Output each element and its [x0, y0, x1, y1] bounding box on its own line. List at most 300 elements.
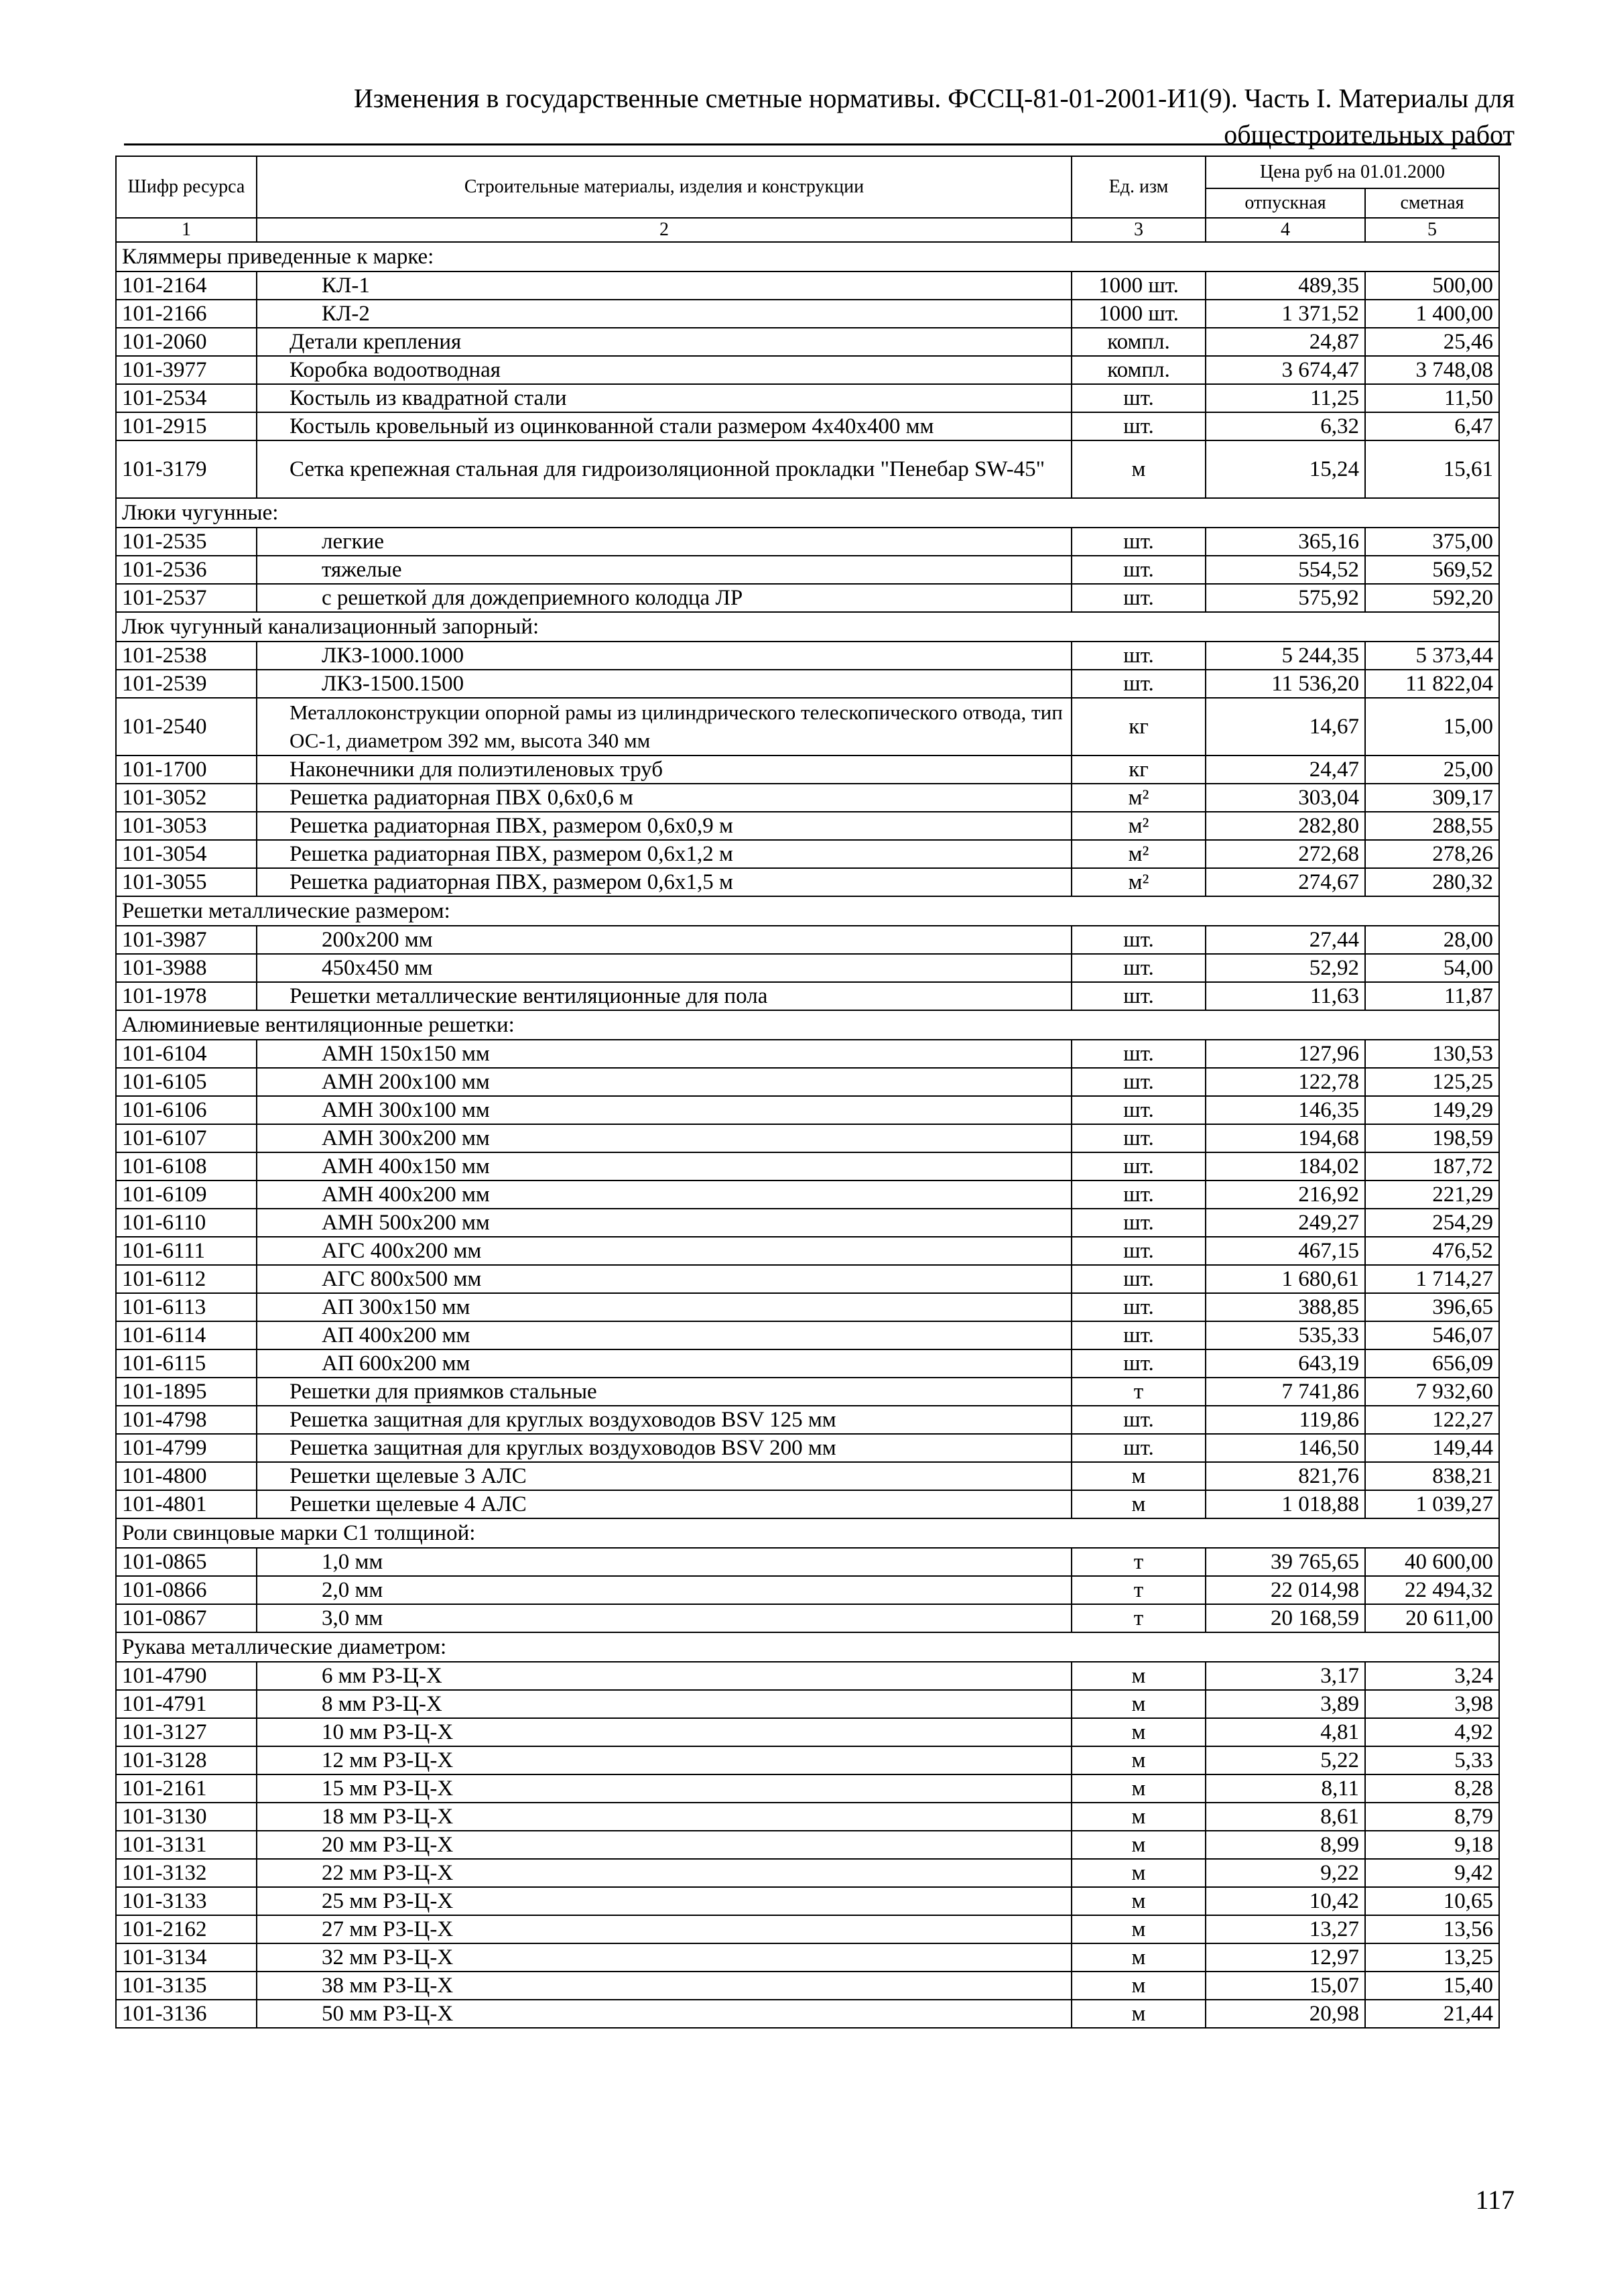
unit-cell: м: [1072, 1662, 1206, 1690]
release-price-cell: 20,98: [1206, 2000, 1365, 2028]
material-name-cell: 15 мм РЗ-Ц-Х: [257, 1774, 1072, 1803]
material-name-cell: Решетки для приямков стальные: [257, 1378, 1072, 1406]
group-title: Роли свинцовые марки С1 толщиной:: [116, 1518, 1499, 1548]
table-row: [116, 356, 1499, 384]
unit-cell: шт.: [1072, 954, 1206, 982]
unit-cell: 1000 шт.: [1072, 271, 1206, 300]
unit-cell: шт.: [1072, 1181, 1206, 1209]
material-name-cell: 38 мм РЗ-Ц-Х: [257, 1972, 1072, 2000]
resource-code-cell: 101-3053: [116, 812, 257, 840]
material-name-cell: АГС 800х500 мм: [257, 1265, 1072, 1293]
resource-code-cell: 101-2538: [116, 642, 257, 670]
resource-code-cell: 101-3988: [116, 954, 257, 982]
estimate-price-cell: 3,24: [1365, 1662, 1499, 1690]
estimate-price-cell: 15,61: [1365, 440, 1499, 498]
unit-cell: м²: [1072, 840, 1206, 868]
unit-cell: м: [1072, 1774, 1206, 1803]
table-row: [116, 698, 1499, 756]
release-price-cell: 216,92: [1206, 1181, 1365, 1209]
release-price-cell: 52,92: [1206, 954, 1365, 982]
resource-code-cell: 101-4798: [116, 1406, 257, 1434]
group-header-row: [116, 1010, 1499, 1040]
release-price-cell: 3,17: [1206, 1662, 1365, 1690]
release-price-cell: 5 244,35: [1206, 642, 1365, 670]
material-name-cell: 2,0 мм: [257, 1576, 1072, 1604]
release-price-cell: 6,32: [1206, 412, 1365, 440]
table-row: [116, 2000, 1499, 2028]
release-price-cell: 3 674,47: [1206, 356, 1365, 384]
material-name-cell: 22 мм РЗ-Ц-Х: [257, 1859, 1072, 1887]
material-name-cell: АМН 400х200 мм: [257, 1181, 1072, 1209]
release-price-cell: 554,52: [1206, 556, 1365, 584]
material-name-cell: ЛКЗ-1000.1000: [257, 642, 1072, 670]
unit-cell: шт.: [1072, 982, 1206, 1010]
resource-code-cell: 101-3128: [116, 1746, 257, 1774]
table-row: [116, 1152, 1499, 1181]
material-name-cell: Решетка радиаторная ПВХ 0,6х0,6 м: [257, 784, 1072, 812]
estimate-price-cell: 569,52: [1365, 556, 1499, 584]
table-body: [116, 242, 1499, 2028]
estimate-price-cell: 6,47: [1365, 412, 1499, 440]
material-name-cell: 25 мм РЗ-Ц-Х: [257, 1887, 1072, 1915]
table-row: [116, 954, 1499, 982]
estimate-price-cell: 592,20: [1365, 584, 1499, 612]
estimate-price-cell: 11 822,04: [1365, 670, 1499, 698]
resource-code-cell: 101-2534: [116, 384, 257, 412]
unit-cell: шт.: [1072, 1321, 1206, 1349]
unit-cell: шт.: [1072, 1434, 1206, 1462]
table-row: [116, 1831, 1499, 1859]
release-price-cell: 12,97: [1206, 1943, 1365, 1972]
unit-cell: м: [1072, 1943, 1206, 1972]
estimate-price-cell: 11,50: [1365, 384, 1499, 412]
unit-cell: шт.: [1072, 642, 1206, 670]
resource-code-cell: 101-6114: [116, 1321, 257, 1349]
estimate-price-cell: 187,72: [1365, 1152, 1499, 1181]
unit-cell: шт.: [1072, 926, 1206, 954]
table-row: [116, 1972, 1499, 2000]
unit-cell: шт.: [1072, 1209, 1206, 1237]
release-price-cell: 643,19: [1206, 1349, 1365, 1378]
material-name-cell: АМН 300х100 мм: [257, 1096, 1072, 1124]
table-row: [116, 1265, 1499, 1293]
estimate-price-cell: 254,29: [1365, 1209, 1499, 1237]
unit-cell: шт.: [1072, 412, 1206, 440]
release-price-cell: 27,44: [1206, 926, 1365, 954]
release-price-cell: 821,76: [1206, 1462, 1365, 1490]
resource-code-cell: 101-6108: [116, 1152, 257, 1181]
estimate-price-cell: 198,59: [1365, 1124, 1499, 1152]
resource-code-cell: 101-3054: [116, 840, 257, 868]
release-price-cell: 272,68: [1206, 840, 1365, 868]
material-name-cell: 10 мм РЗ-Ц-Х: [257, 1718, 1072, 1746]
group-title: Алюминиевые вентиляционные решетки:: [116, 1010, 1499, 1040]
group-title: Люки чугунные:: [116, 498, 1499, 528]
material-name-cell: 20 мм РЗ-Ц-Х: [257, 1831, 1072, 1859]
table-row: [116, 1662, 1499, 1690]
release-price-cell: 10,42: [1206, 1887, 1365, 1915]
table-row: [116, 756, 1499, 784]
material-name-cell: ЛКЗ-1500.1500: [257, 670, 1072, 698]
group-title: Рукава металлические диаметром:: [116, 1632, 1499, 1662]
table-row: [116, 528, 1499, 556]
unit-cell: шт.: [1072, 584, 1206, 612]
page-number: 117: [1475, 2185, 1515, 2215]
header-estimate-price: сметная: [1365, 188, 1499, 218]
unit-cell: м²: [1072, 868, 1206, 896]
group-header-row: [116, 896, 1499, 926]
resource-code-cell: 101-6110: [116, 1209, 257, 1237]
material-name-cell: 1,0 мм: [257, 1548, 1072, 1576]
release-price-cell: 303,04: [1206, 784, 1365, 812]
resource-code-cell: 101-4799: [116, 1434, 257, 1462]
table-header-row: [116, 156, 1499, 188]
release-price-cell: 24,47: [1206, 756, 1365, 784]
material-name-cell: Решетка радиаторная ПВХ, размером 0,6х1,2 м: [257, 840, 1072, 868]
materials-price-table: [115, 156, 1500, 2029]
resource-code-cell: 101-2535: [116, 528, 257, 556]
table-row: [116, 1803, 1499, 1831]
unit-cell: м: [1072, 1859, 1206, 1887]
material-name-cell: Решетки щелевые 4 АЛС: [257, 1490, 1072, 1518]
estimate-price-cell: 54,00: [1365, 954, 1499, 982]
unit-cell: компл.: [1072, 328, 1206, 356]
group-header-row: [116, 498, 1499, 528]
material-name-cell: 12 мм РЗ-Ц-Х: [257, 1746, 1072, 1774]
table-row: [116, 1462, 1499, 1490]
table-row: [116, 926, 1499, 954]
unit-cell: шт.: [1072, 528, 1206, 556]
document-header: [322, 80, 1515, 153]
estimate-price-cell: 7 932,60: [1365, 1378, 1499, 1406]
column-number: 3: [1072, 218, 1206, 242]
unit-cell: м: [1072, 1490, 1206, 1518]
unit-cell: м: [1072, 1718, 1206, 1746]
header-release-price: отпускная: [1206, 188, 1365, 218]
column-number: 2: [257, 218, 1072, 242]
unit-cell: м: [1072, 1690, 1206, 1718]
estimate-price-cell: 288,55: [1365, 812, 1499, 840]
estimate-price-cell: 5,33: [1365, 1746, 1499, 1774]
unit-cell: м: [1072, 2000, 1206, 2028]
release-price-cell: 11 536,20: [1206, 670, 1365, 698]
table-row: [116, 1915, 1499, 1943]
unit-cell: м: [1072, 1746, 1206, 1774]
release-price-cell: 22 014,98: [1206, 1576, 1365, 1604]
unit-cell: кг: [1072, 698, 1206, 756]
estimate-price-cell: 13,56: [1365, 1915, 1499, 1943]
estimate-price-cell: 838,21: [1365, 1462, 1499, 1490]
release-price-cell: 8,11: [1206, 1774, 1365, 1803]
release-price-cell: 146,35: [1206, 1096, 1365, 1124]
unit-cell: м: [1072, 1915, 1206, 1943]
table-row: [116, 1548, 1499, 1576]
estimate-price-cell: 396,65: [1365, 1293, 1499, 1321]
unit-cell: м: [1072, 1803, 1206, 1831]
resource-code-cell: 101-3977: [116, 356, 257, 384]
estimate-price-cell: 476,52: [1365, 1237, 1499, 1265]
material-name-cell: АП 600х200 мм: [257, 1349, 1072, 1378]
resource-code-cell: 101-3134: [116, 1943, 257, 1972]
unit-cell: шт.: [1072, 1096, 1206, 1124]
estimate-price-cell: 3 748,08: [1365, 356, 1499, 384]
release-price-cell: 575,92: [1206, 584, 1365, 612]
table-row: [116, 1859, 1499, 1887]
table-row: [116, 642, 1499, 670]
material-name-cell: АМН 500х200 мм: [257, 1209, 1072, 1237]
table-row: [116, 300, 1499, 328]
resource-code-cell: 101-1978: [116, 982, 257, 1010]
table-row: [116, 1576, 1499, 1604]
release-price-cell: 11,25: [1206, 384, 1365, 412]
resource-code-cell: 101-3130: [116, 1803, 257, 1831]
resource-code-cell: 101-6111: [116, 1237, 257, 1265]
estimate-price-cell: 11,87: [1365, 982, 1499, 1010]
estimate-price-cell: 20 611,00: [1365, 1604, 1499, 1632]
material-name-cell: 18 мм РЗ-Ц-Х: [257, 1803, 1072, 1831]
header-rule: [124, 143, 1511, 145]
table-row: [116, 1690, 1499, 1718]
resource-code-cell: 101-3052: [116, 784, 257, 812]
estimate-price-cell: 40 600,00: [1365, 1548, 1499, 1576]
table-row: [116, 812, 1499, 840]
resource-code-cell: 101-3055: [116, 868, 257, 896]
material-name-cell: 3,0 мм: [257, 1604, 1072, 1632]
estimate-price-cell: 500,00: [1365, 271, 1499, 300]
estimate-price-cell: 1 039,27: [1365, 1490, 1499, 1518]
material-name-cell: АМН 200х100 мм: [257, 1068, 1072, 1096]
resource-code-cell: 101-3131: [116, 1831, 257, 1859]
unit-cell: шт.: [1072, 556, 1206, 584]
estimate-price-cell: 656,09: [1365, 1349, 1499, 1378]
table-row: [116, 440, 1499, 498]
release-price-cell: 535,33: [1206, 1321, 1365, 1349]
material-name-cell: тяжелые: [257, 556, 1072, 584]
estimate-price-cell: 546,07: [1365, 1321, 1499, 1349]
release-price-cell: 13,27: [1206, 1915, 1365, 1943]
unit-cell: м: [1072, 1972, 1206, 2000]
release-price-cell: 194,68: [1206, 1124, 1365, 1152]
estimate-price-cell: 10,65: [1365, 1887, 1499, 1915]
unit-cell: т: [1072, 1604, 1206, 1632]
unit-cell: шт.: [1072, 1265, 1206, 1293]
material-name-cell: 32 мм РЗ-Ц-Х: [257, 1943, 1072, 1972]
estimate-price-cell: 15,40: [1365, 1972, 1499, 2000]
material-name-cell: 450х450 мм: [257, 954, 1072, 982]
resource-code-cell: 101-2164: [116, 271, 257, 300]
resource-code-cell: 101-6113: [116, 1293, 257, 1321]
unit-cell: т: [1072, 1548, 1206, 1576]
table-row: [116, 1209, 1499, 1237]
release-price-cell: 15,24: [1206, 440, 1365, 498]
material-name-cell: КЛ-1: [257, 271, 1072, 300]
resource-code-cell: 101-6112: [116, 1265, 257, 1293]
column-number: 1: [116, 218, 257, 242]
release-price-cell: 20 168,59: [1206, 1604, 1365, 1632]
material-name-cell: АМН 400х150 мм: [257, 1152, 1072, 1181]
material-name-cell: Коробка водоотводная: [257, 356, 1072, 384]
material-name-cell: АГС 400х200 мм: [257, 1237, 1072, 1265]
material-name-cell: 50 мм РЗ-Ц-Х: [257, 2000, 1072, 2028]
resource-code-cell: 101-6105: [116, 1068, 257, 1096]
estimate-price-cell: 278,26: [1365, 840, 1499, 868]
estimate-price-cell: 28,00: [1365, 926, 1499, 954]
estimate-price-cell: 4,92: [1365, 1718, 1499, 1746]
unit-cell: м: [1072, 440, 1206, 498]
resource-code-cell: 101-3136: [116, 2000, 257, 2028]
release-price-cell: 489,35: [1206, 271, 1365, 300]
unit-cell: м: [1072, 1462, 1206, 1490]
release-price-cell: 127,96: [1206, 1040, 1365, 1068]
estimate-price-cell: 3,98: [1365, 1690, 1499, 1718]
table-row: [116, 328, 1499, 356]
estimate-price-cell: 25,46: [1365, 328, 1499, 356]
material-name-cell: Костыль из квадратной стали: [257, 384, 1072, 412]
unit-cell: шт.: [1072, 1293, 1206, 1321]
column-number: 4: [1206, 218, 1365, 242]
release-price-cell: 1 371,52: [1206, 300, 1365, 328]
resource-code-cell: 101-1895: [116, 1378, 257, 1406]
release-price-cell: 122,78: [1206, 1068, 1365, 1096]
resource-code-cell: 101-2162: [116, 1915, 257, 1943]
estimate-price-cell: 309,17: [1365, 784, 1499, 812]
material-name-cell: Решетки щелевые 3 АЛС: [257, 1462, 1072, 1490]
table-row: [116, 412, 1499, 440]
resource-code-cell: 101-6109: [116, 1181, 257, 1209]
header-price: Цена руб на 01.01.2000: [1206, 156, 1499, 188]
table-row: [116, 1887, 1499, 1915]
release-price-cell: 3,89: [1206, 1690, 1365, 1718]
release-price-cell: 467,15: [1206, 1237, 1365, 1265]
header-code: Шифр ресурса: [116, 156, 257, 218]
resource-code-cell: 101-1700: [116, 756, 257, 784]
release-price-cell: 14,67: [1206, 698, 1365, 756]
table-row: [116, 271, 1499, 300]
group-header-row: [116, 1518, 1499, 1548]
table-row: [116, 1746, 1499, 1774]
header-unit: Ед. изм: [1072, 156, 1206, 218]
group-title: Решетки металлические размером:: [116, 896, 1499, 926]
resource-code-cell: 101-6104: [116, 1040, 257, 1068]
unit-cell: кг: [1072, 756, 1206, 784]
table-row: [116, 1293, 1499, 1321]
table-row: [116, 384, 1499, 412]
resource-code-cell: 101-6107: [116, 1124, 257, 1152]
estimate-price-cell: 15,00: [1365, 698, 1499, 756]
resource-code-cell: 101-3133: [116, 1887, 257, 1915]
material-name-cell: 27 мм РЗ-Ц-Х: [257, 1915, 1072, 1943]
table-row: [116, 1490, 1499, 1518]
estimate-price-cell: 221,29: [1365, 1181, 1499, 1209]
estimate-price-cell: 9,18: [1365, 1831, 1499, 1859]
release-price-cell: 15,07: [1206, 1972, 1365, 2000]
release-price-cell: 8,61: [1206, 1803, 1365, 1831]
table-row: [116, 1040, 1499, 1068]
release-price-cell: 1 018,88: [1206, 1490, 1365, 1518]
unit-cell: шт.: [1072, 1068, 1206, 1096]
unit-cell: шт.: [1072, 1406, 1206, 1434]
material-name-cell: Костыль кровельный из оцинкованной стали размером 4х40х400 мм: [257, 412, 1072, 440]
estimate-price-cell: 22 494,32: [1365, 1576, 1499, 1604]
resource-code-cell: 101-0865: [116, 1548, 257, 1576]
material-name-cell: Решетки металлические вентиляционные для пола: [257, 982, 1072, 1010]
material-name-cell: Решетка радиаторная ПВХ, размером 0,6х1,5 м: [257, 868, 1072, 896]
material-name-cell: 8 мм РЗ-Ц-Х: [257, 1690, 1072, 1718]
release-price-cell: 8,99: [1206, 1831, 1365, 1859]
estimate-price-cell: 5 373,44: [1365, 642, 1499, 670]
estimate-price-cell: 1 400,00: [1365, 300, 1499, 328]
resource-code-cell: 101-4791: [116, 1690, 257, 1718]
resource-code-cell: 101-2539: [116, 670, 257, 698]
material-name-cell: с решеткой для дождеприемного колодца ЛР: [257, 584, 1072, 612]
material-name-cell: Детали крепления: [257, 328, 1072, 356]
estimate-price-cell: 280,32: [1365, 868, 1499, 896]
release-price-cell: 146,50: [1206, 1434, 1365, 1462]
column-number-row: [116, 218, 1499, 242]
header-line-2: общестроительных работ: [1224, 119, 1515, 149]
release-price-cell: 1 680,61: [1206, 1265, 1365, 1293]
estimate-price-cell: 9,42: [1365, 1859, 1499, 1887]
resource-code-cell: 101-0867: [116, 1604, 257, 1632]
resource-code-cell: 101-3987: [116, 926, 257, 954]
release-price-cell: 184,02: [1206, 1152, 1365, 1181]
material-name-cell: АП 300х150 мм: [257, 1293, 1072, 1321]
unit-cell: м: [1072, 1831, 1206, 1859]
material-name-cell: легкие: [257, 528, 1072, 556]
resource-code-cell: 101-2161: [116, 1774, 257, 1803]
material-name-cell: Решетка защитная для круглых воздуховодов BSV 125 мм: [257, 1406, 1072, 1434]
resource-code-cell: 101-2166: [116, 300, 257, 328]
table-row: [116, 1237, 1499, 1265]
resource-code-cell: 101-6106: [116, 1096, 257, 1124]
table-row: [116, 1321, 1499, 1349]
unit-cell: 1000 шт.: [1072, 300, 1206, 328]
resource-code-cell: 101-3179: [116, 440, 257, 498]
table-row: [116, 1181, 1499, 1209]
table-row: [116, 1124, 1499, 1152]
group-header-row: [116, 242, 1499, 271]
estimate-price-cell: 8,79: [1365, 1803, 1499, 1831]
group-header-row: [116, 612, 1499, 642]
release-price-cell: 119,86: [1206, 1406, 1365, 1434]
resource-code-cell: 101-0866: [116, 1576, 257, 1604]
release-price-cell: 388,85: [1206, 1293, 1365, 1321]
table-row: [116, 1604, 1499, 1632]
header-line-1: Изменения в государственные сметные нормативы. ФССЦ-81-01-2001-И1(9). Часть I. Материалы для: [353, 83, 1515, 113]
column-number: 5: [1365, 218, 1499, 242]
release-price-cell: 282,80: [1206, 812, 1365, 840]
material-name-cell: 6 мм РЗ-Ц-Х: [257, 1662, 1072, 1690]
estimate-price-cell: 130,53: [1365, 1040, 1499, 1068]
estimate-price-cell: 375,00: [1365, 528, 1499, 556]
table-row: [116, 1434, 1499, 1462]
estimate-price-cell: 13,25: [1365, 1943, 1499, 1972]
material-name-cell: 200х200 мм: [257, 926, 1072, 954]
estimate-price-cell: 21,44: [1365, 2000, 1499, 2028]
unit-cell: шт.: [1072, 1237, 1206, 1265]
estimate-price-cell: 8,28: [1365, 1774, 1499, 1803]
table-row: [116, 1096, 1499, 1124]
release-price-cell: 5,22: [1206, 1746, 1365, 1774]
unit-cell: шт.: [1072, 1040, 1206, 1068]
unit-cell: т: [1072, 1378, 1206, 1406]
resource-code-cell: 101-3127: [116, 1718, 257, 1746]
estimate-price-cell: 25,00: [1365, 756, 1499, 784]
release-price-cell: 249,27: [1206, 1209, 1365, 1237]
table-row: [116, 1068, 1499, 1096]
unit-cell: шт.: [1072, 1152, 1206, 1181]
estimate-price-cell: 122,27: [1365, 1406, 1499, 1434]
